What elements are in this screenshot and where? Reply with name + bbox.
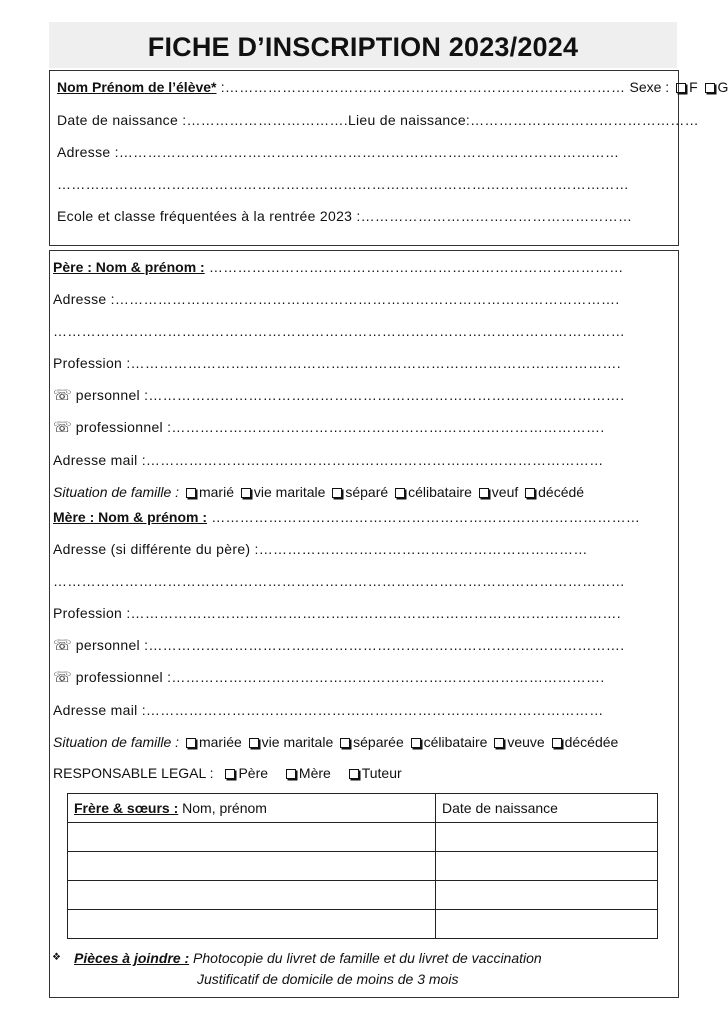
documents-row xyxy=(74,949,674,967)
mother-header xyxy=(53,508,669,526)
legal-guardian-label: RESPONSABLE LEGAL : xyxy=(53,765,214,781)
checkbox-icon[interactable] xyxy=(494,738,504,748)
page-title: FICHE D’INSCRIPTION 2023/2024 xyxy=(49,22,677,68)
sibling-name-cell[interactable] xyxy=(68,823,436,852)
sex-g-label: G xyxy=(717,79,728,95)
documents-line2: Justificatif de domicile de moins de 3 mois xyxy=(197,971,459,987)
documents-label: Pièces à joindre : xyxy=(74,950,190,966)
father-name-label: Père : Nom & prénom : xyxy=(53,259,205,275)
table-row xyxy=(68,823,658,852)
siblings-date-header: Date de naissance xyxy=(436,794,658,823)
sibling-name-cell[interactable] xyxy=(68,881,436,910)
table-row xyxy=(68,881,658,910)
school-field[interactable]: Ecole et classe fréquentées à la rentrée 2023 :………………………………………………… xyxy=(57,208,633,224)
father-family-status-label: Situation de famille : xyxy=(53,484,180,500)
checkbox-icon[interactable] xyxy=(395,488,405,498)
father-phone-personal-field[interactable]: personnel :………………………………………………………………………………………. xyxy=(75,387,625,403)
student-address-cont-field[interactable]: ………………………………………………………………………………………………………… xyxy=(57,176,629,192)
checkbox-icon[interactable] xyxy=(525,488,535,498)
guardian-option: Père xyxy=(238,765,269,781)
status-option: vie maritale xyxy=(253,484,326,500)
birth-place-field[interactable]: Lieu de naissance:………………………………………… xyxy=(347,112,699,128)
sibling-date-cell[interactable] xyxy=(436,852,658,881)
siblings-table xyxy=(67,793,658,939)
telephone-icon: ☏ xyxy=(53,637,72,654)
father-phone-personal-row xyxy=(53,386,665,405)
father-phone-pro-field[interactable]: professionnel :………………………………………………………………………………. xyxy=(75,419,605,435)
student-name-label: Nom Prénom de l’élève* xyxy=(57,79,217,95)
status-option: célibataire xyxy=(408,484,472,500)
mother-address-cont-field[interactable]: ………………………………………………………………………………………………………… xyxy=(53,573,625,589)
status-option: séparé xyxy=(345,484,389,500)
father-address-cont-field[interactable]: ………………………………………………………………………………………………………… xyxy=(53,323,625,339)
status-option: décédé xyxy=(538,484,585,500)
status-option: marié xyxy=(198,484,234,500)
table-row xyxy=(68,852,658,881)
birth-date-field[interactable]: Date de naissance :……………………………. xyxy=(57,112,348,128)
checkbox-icon[interactable] xyxy=(479,488,489,498)
status-option: célibataire xyxy=(423,734,488,750)
mother-profession-field[interactable]: Profession :…………………………………………………………………………………………. xyxy=(53,605,621,621)
status-option: vie maritale xyxy=(261,734,334,750)
diamond-bullet-icon: ❖ xyxy=(52,952,61,963)
checkbox-icon[interactable] xyxy=(552,738,562,748)
table-header-row xyxy=(68,794,658,823)
mother-address-field[interactable]: Adresse (si différente du père) :…………………………………………………………… xyxy=(53,541,588,557)
checkbox-icon[interactable] xyxy=(225,769,235,779)
mother-phone-personal-field[interactable]: personnel :………………………………………………………………………………………. xyxy=(75,637,625,653)
status-option: veuve xyxy=(507,734,545,750)
checkbox-icon[interactable] xyxy=(340,738,350,748)
mother-name-field[interactable]: ……………………………………………………………………………… xyxy=(207,509,641,525)
sex-label: Sexe : xyxy=(629,79,670,95)
siblings-name-header xyxy=(68,794,436,823)
siblings-label: Frère & sœurs : xyxy=(74,800,179,816)
status-option: décédée xyxy=(564,734,619,750)
student-name-field[interactable]: :………………………………………………………………………… xyxy=(216,79,630,95)
telephone-icon: ☏ xyxy=(53,419,72,436)
mother-phone-pro-field[interactable]: professionnel :………………………………………………………………………………. xyxy=(75,669,605,685)
mother-phone-personal-row xyxy=(53,636,665,655)
mother-phone-pro-row xyxy=(53,668,665,687)
checkbox-icon[interactable] xyxy=(241,488,251,498)
checkbox-icon[interactable] xyxy=(411,738,421,748)
sibling-date-cell[interactable] xyxy=(436,881,658,910)
father-name-field[interactable]: …………………………………………………………………………… xyxy=(204,259,624,275)
birth-row xyxy=(57,111,699,129)
father-phone-pro-row xyxy=(53,418,665,437)
table-row xyxy=(68,910,658,939)
father-family-status-row xyxy=(53,483,673,501)
sibling-date-cell[interactable] xyxy=(436,823,658,852)
telephone-icon: ☏ xyxy=(53,387,72,404)
checkbox-icon[interactable] xyxy=(349,769,359,779)
checkbox-icon[interactable] xyxy=(186,488,196,498)
father-address-field[interactable]: Adresse :……………………………………………………………………………………………. xyxy=(53,291,620,307)
status-option: mariée xyxy=(198,734,242,750)
father-email-field[interactable]: Adresse mail :…………………………………………………………………………………… xyxy=(53,452,604,468)
mother-family-status-label: Situation de famille : xyxy=(53,734,180,750)
checkbox-icon[interactable] xyxy=(286,769,296,779)
sex-f-label: F xyxy=(689,79,698,95)
student-name-row xyxy=(57,78,728,96)
father-profession-field[interactable]: Profession :…………………………………………………………………………………………. xyxy=(53,355,621,371)
checkbox-icon[interactable] xyxy=(705,83,715,93)
checkbox-icon[interactable] xyxy=(249,738,259,748)
status-option: séparée xyxy=(353,734,404,750)
checkbox-icon[interactable] xyxy=(676,83,686,93)
sibling-name-cell[interactable] xyxy=(68,910,436,939)
mother-family-status-row xyxy=(53,733,677,751)
legal-guardian-row xyxy=(53,764,665,782)
mother-email-field[interactable]: Adresse mail :…………………………………………………………………………………… xyxy=(53,702,604,718)
sibling-date-cell[interactable] xyxy=(436,910,658,939)
status-option: veuf xyxy=(491,484,519,500)
father-header xyxy=(53,258,665,276)
checkbox-icon[interactable] xyxy=(332,488,342,498)
mother-name-label: Mère : Nom & prénom : xyxy=(53,509,208,525)
student-address-field[interactable]: Adresse :…………………………………………………………………………………………… xyxy=(57,144,620,160)
documents-line1: Photocopie du livret de famille et du livret de vaccination xyxy=(189,950,542,966)
checkbox-icon[interactable] xyxy=(186,738,196,748)
guardian-option: Mère xyxy=(298,765,331,781)
guardian-option: Tuteur xyxy=(361,765,402,781)
sibling-name-cell[interactable] xyxy=(68,852,436,881)
siblings-name-col: Nom, prénom xyxy=(178,800,267,816)
telephone-icon: ☏ xyxy=(53,669,72,686)
